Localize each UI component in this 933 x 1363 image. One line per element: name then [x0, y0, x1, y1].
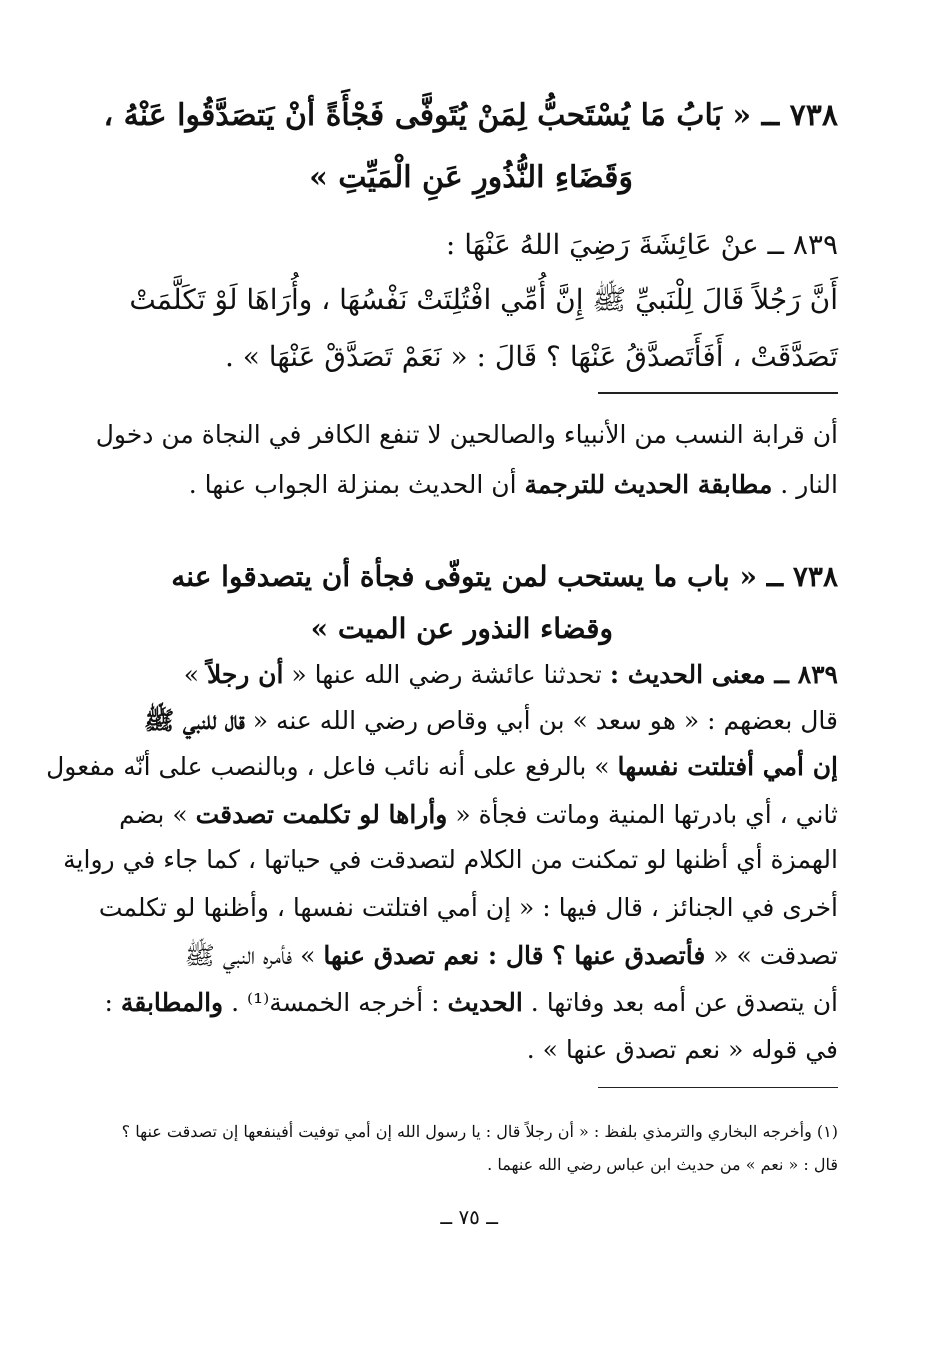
commentary-number: ٨٣٩ ــ معنى الحديث : — [609, 660, 838, 689]
page-number: ــ ٧٥ ــ — [440, 1205, 498, 1229]
commentary-text: » بالرفع على أنه نائب فاعل ، وبالنصب على أنّه مفعول — [46, 752, 610, 781]
prev-commentary-bold: مطابقة الحديث للترجمة — [524, 470, 773, 499]
commentary-line8 — [105, 988, 838, 1017]
prev-commentary-line1: أن قرابة النسب من الأنبياء والصالحين لا تنفع الكافر في النجاة من دخول — [95, 420, 838, 449]
commentary-line1 — [184, 660, 838, 689]
commentary-line2 — [144, 705, 838, 742]
hadith-chapter-title-line1: ٧٣٨ ــ « بَابُ مَا يُسْتَحبُّ لِمَنْ يُتَوفَّى فَجْأَةً أنْ يَتصَدَّقُوا عَنْهُ ، — [103, 98, 838, 133]
commentary-line5: الهمزة أي أظنها لو تمكنت من الكلام لتصدقت في حياتها ، كما جاء في رواية — [63, 845, 838, 874]
commentary-text: » بضم — [119, 800, 188, 829]
commentary-text: : — [104, 988, 113, 1017]
commentary-bold: قال للنبي ﷺ — [143, 706, 245, 735]
commentary-bold: وأراها لو تكلمت تصدقت — [195, 800, 448, 829]
hadith-text-line2: تَصَدَّقَتْ ، أَفَأَتَصدَّقُ عَنْهَا ؟ قَالَ : « نَعَمْ تَصَدَّقْ عَنْهَا » . — [224, 340, 838, 373]
commentary-bold: فأتصدق عنها ؟ قال : نعم تصدق عنها — [323, 941, 706, 970]
footnote-line2: قال : « نعم » من حديث ابن عباس رضي الله عنهما . — [487, 1155, 838, 1174]
commentary-text: أن يتصدق عن أمه بعد وفاتها . — [530, 988, 838, 1017]
commentary-chapter-title-line1: ٧٣٨ ــ « باب ما يستحب لمن يتوفّى فجأة أن يتصدقوا عنه — [171, 560, 838, 593]
prev-commentary-text: أن الحديث بمنزلة الجواب عنها . — [188, 470, 517, 499]
commentary-chapter-title-line2: وقضاء النذور عن الميت » — [310, 612, 613, 645]
commentary-line3 — [46, 752, 838, 781]
hadith-narrator: ٨٣٩ ــ عنْ عَائِشَةَ رَضِيَ اللهُ عَنْهَا : — [445, 228, 838, 261]
prev-commentary-text: النار . — [780, 470, 838, 499]
commentary-text: ثاني ، أي بادرتها المنية وماتت فجأة « — [455, 800, 838, 829]
hadith-text-line1: أَنَّ رَجُلاً قَالَ لِلْنَبيِّ ﷺ إِنَّ أُمِّي افْتُلِتَتْ نَفْسُهَا ، وأُرَاهَا لَوْ تَكَلَّمَتْ — [129, 283, 838, 316]
commentary-bold: الحديث — [447, 988, 523, 1017]
prev-commentary-line2 — [189, 470, 838, 499]
commentary-text: تصدقت » « — [713, 941, 838, 970]
commentary-text: » فأمره النبي ﷺ — [184, 941, 316, 970]
commentary-line6: أخرى في الجنائز ، قال فيها : « إن أمي افتلتت نفسها ، وأظنها لو تكلمت — [98, 893, 838, 922]
commentary-text: : أخرجه الخمسة⁽¹⁾ . — [231, 988, 440, 1017]
hadith-separator-rule — [598, 392, 838, 394]
commentary-text: » — [183, 660, 199, 689]
commentary-line9: في قوله « نعم تصدق عنها » . — [526, 1035, 838, 1064]
footnote-line1: (١) وأخرجه البخاري والترمذي بلفظ : « أن رجلاً قال : يا رسول الله إن أمي توفيت أفينفعها إن تصدقت عنها ؟ — [121, 1122, 838, 1141]
footnote-separator-rule — [598, 1087, 838, 1088]
commentary-line4 — [119, 800, 838, 829]
commentary-bold: والمطابقة — [120, 988, 224, 1017]
hadith-chapter-title-line2: وَقَضَاءِ النُّذُورِ عَنِ الْمَيِّتِ » — [309, 160, 633, 195]
commentary-bold: إن أمي أفتلتت نفسها — [617, 752, 838, 781]
commentary-text: قال بعضهم : « هو سعد » بن أبي وقاص رضي الله عنه « — [252, 706, 838, 735]
commentary-line7 — [185, 940, 838, 977]
commentary-bold: أن رجلاً — [206, 660, 284, 689]
commentary-text: تحدثنا عائشة رضي الله عنها « — [291, 660, 602, 689]
